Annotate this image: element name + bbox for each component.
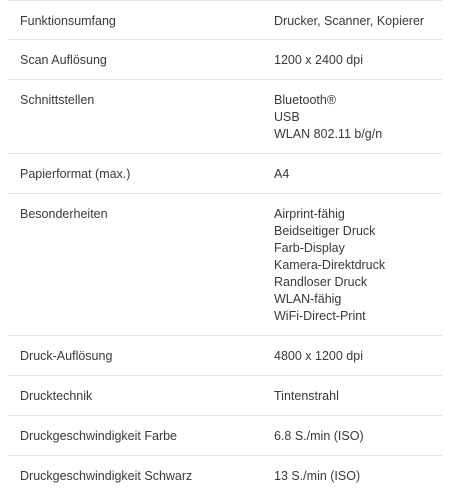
spec-label: Papierformat (max.)	[20, 167, 131, 181]
spec-label: Druckgeschwindigkeit Farbe	[20, 429, 178, 443]
spec-label: Druckgeschwindigkeit Schwarz	[20, 469, 193, 483]
spec-value-line: WLAN 802.11 b/g/n	[274, 127, 383, 141]
spec-table	[8, 0, 442, 496]
spec-label: Besonderheiten	[20, 207, 108, 221]
spec-value	[274, 52, 363, 69]
spec-value	[274, 428, 364, 445]
spec-label: Drucktechnik	[20, 389, 93, 403]
spec-row-druckgeschwindigkeit-schwarz	[8, 456, 442, 496]
spec-value-line: WiFi-Direct-Print	[274, 309, 366, 323]
spec-value-line: Airprint-fähig	[274, 207, 345, 221]
spec-value	[274, 206, 385, 325]
spec-label: Druck-Auflösung	[20, 349, 113, 363]
spec-value-line: A4	[274, 167, 290, 181]
spec-value-line: 13 S./min (ISO)	[274, 469, 361, 483]
spec-label: Funktionsumfang	[20, 14, 116, 28]
spec-value	[274, 468, 360, 485]
spec-value-line: WLAN-fähig	[274, 292, 342, 306]
spec-value-line: Randloser Druck	[274, 275, 368, 289]
spec-value-line: USB	[274, 110, 300, 124]
spec-row-schnittstellen	[8, 80, 442, 154]
spec-value	[274, 13, 424, 30]
spec-row-besonderheiten	[8, 194, 442, 336]
spec-value	[274, 92, 382, 143]
spec-value-line: Tintenstrahl	[274, 389, 339, 403]
spec-label: Scan Auflösung	[20, 53, 107, 67]
spec-row-scan-aufloesung	[8, 40, 442, 80]
spec-value-line: 4800 x 1200 dpi	[274, 349, 363, 363]
spec-value-line: Bluetooth®	[274, 93, 337, 107]
spec-row-drucktechnik	[8, 376, 442, 416]
spec-value-line: 1200 x 2400 dpi	[274, 53, 363, 67]
spec-row-funktionsumfang	[8, 0, 442, 40]
spec-row-druckgeschwindigkeit-farbe	[8, 416, 442, 456]
spec-value-line: Beidseitiger Druck	[274, 224, 376, 238]
spec-row-druck-aufloesung	[8, 336, 442, 376]
spec-value	[274, 348, 363, 365]
spec-value	[274, 388, 339, 405]
spec-value-line: Drucker, Scanner, Kopierer	[274, 14, 425, 28]
spec-value-line: Kamera-Direktdruck	[274, 258, 386, 272]
spec-row-papierformat	[8, 154, 442, 194]
spec-value-line: 6.8 S./min (ISO)	[274, 429, 364, 443]
spec-label: Schnittstellen	[20, 93, 95, 107]
spec-value-line: Farb-Display	[274, 241, 345, 255]
spec-value	[274, 166, 289, 183]
